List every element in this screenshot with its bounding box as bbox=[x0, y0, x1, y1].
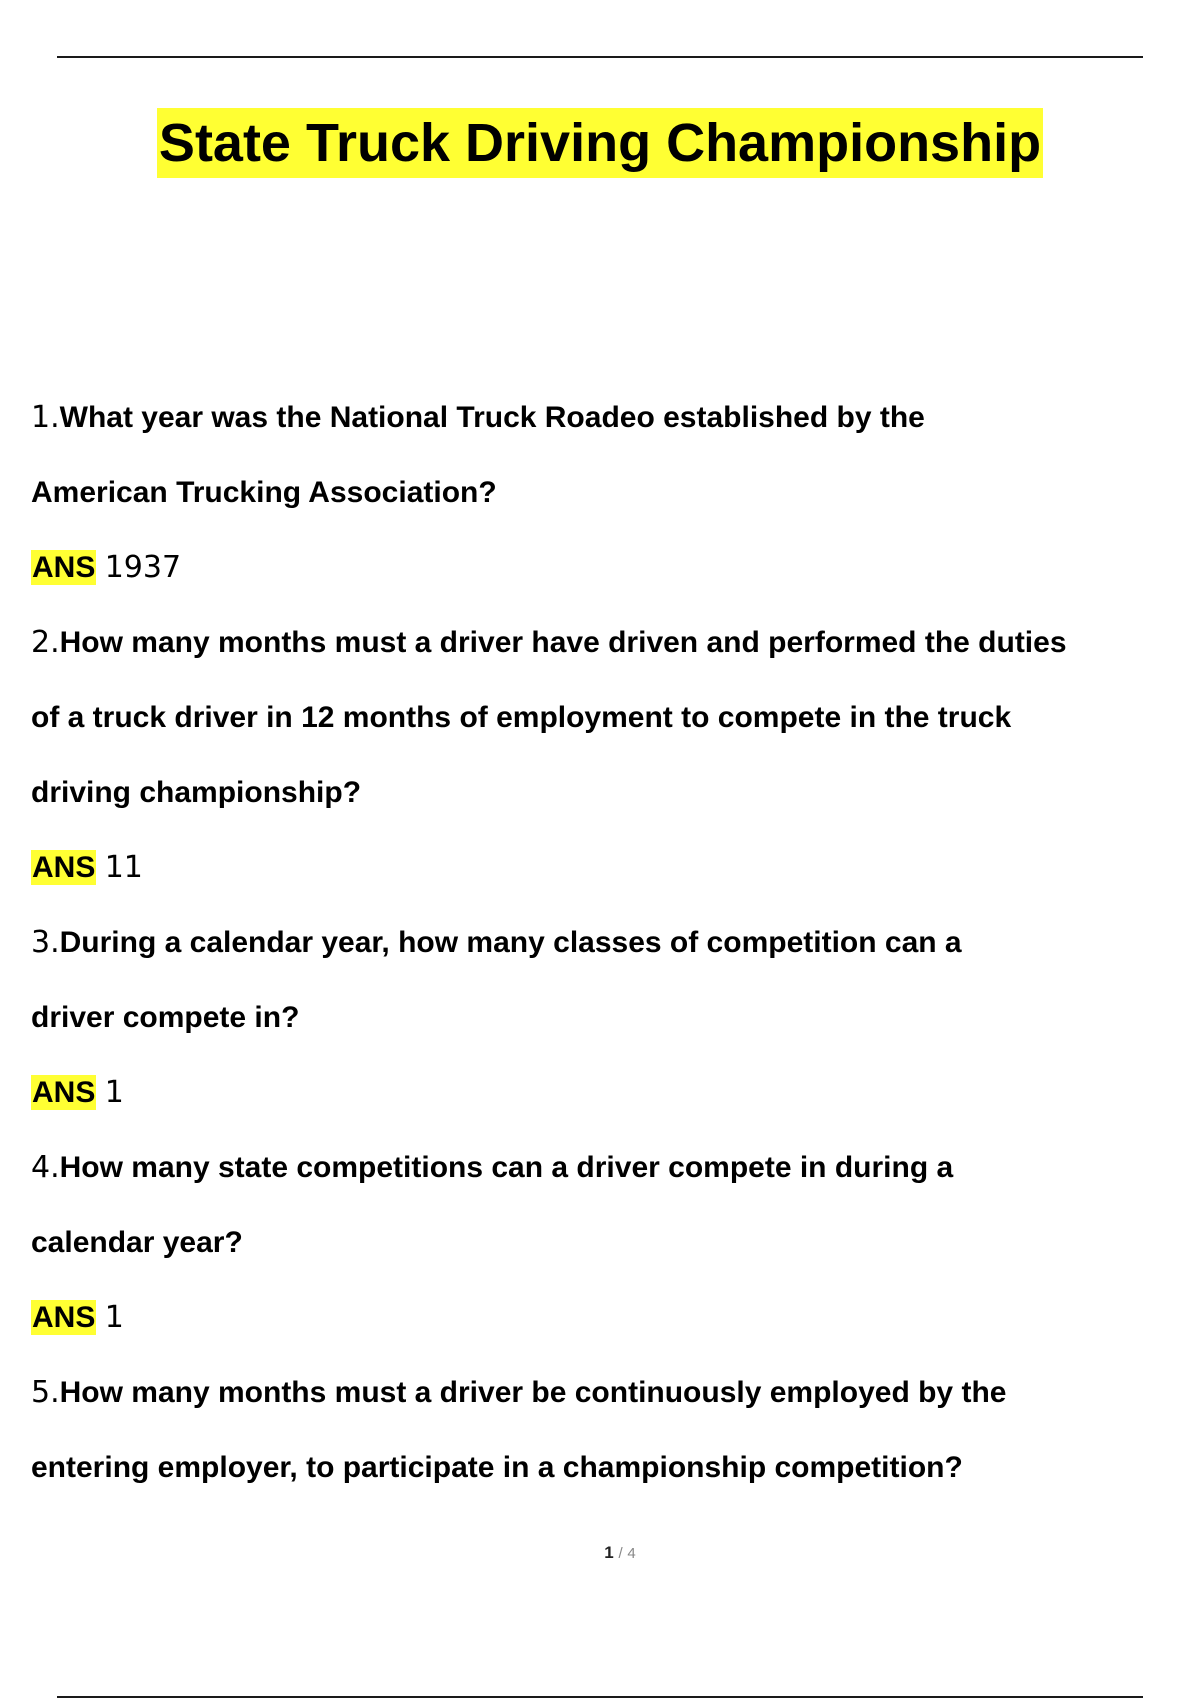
page-indicator bbox=[0, 1543, 1200, 1563]
answer-value: 1 bbox=[104, 1075, 124, 1110]
title-container bbox=[0, 108, 1200, 178]
page-separator: / bbox=[618, 1545, 623, 1562]
question-line bbox=[31, 380, 1171, 455]
answer-label: ANS bbox=[32, 1076, 96, 1109]
question-line bbox=[31, 755, 1171, 830]
question-line bbox=[31, 980, 1171, 1055]
question-line bbox=[31, 605, 1171, 680]
question-number: 3. bbox=[31, 925, 60, 960]
question-item bbox=[31, 1355, 1171, 1505]
question-text: American Trucking Association? bbox=[31, 476, 497, 509]
question-number: 2. bbox=[31, 625, 60, 660]
question-line bbox=[31, 905, 1171, 980]
page-current: 1 bbox=[604, 1543, 614, 1562]
question-text: How many months must a driver be continuously employed by the bbox=[59, 1376, 1007, 1409]
question-line bbox=[31, 1205, 1171, 1280]
answer-line bbox=[31, 1055, 1171, 1130]
question-line bbox=[31, 1130, 1171, 1205]
answer-line bbox=[31, 1280, 1171, 1355]
bottom-rule bbox=[57, 1696, 1143, 1698]
question-text: of a truck driver in 12 months of employment to compete in the truck bbox=[31, 701, 1012, 734]
question-number: 4. bbox=[31, 1150, 60, 1185]
top-rule bbox=[57, 56, 1143, 58]
question-text: How many months must a driver have driven and performed the duties bbox=[59, 626, 1067, 659]
question-text: During a calendar year, how many classes of competition can a bbox=[59, 926, 962, 959]
answer-value: 1 bbox=[104, 1300, 124, 1335]
page-total: 4 bbox=[627, 1545, 636, 1562]
document-title: State Truck Driving Championship bbox=[157, 108, 1043, 178]
question-line bbox=[31, 1355, 1171, 1430]
question-line bbox=[31, 455, 1171, 530]
question-item bbox=[31, 380, 1171, 605]
question-item bbox=[31, 605, 1171, 905]
question-line bbox=[31, 1430, 1171, 1505]
question-number: 1. bbox=[31, 400, 60, 435]
question-text: What year was the National Truck Roadeo established by the bbox=[59, 401, 925, 434]
question-item bbox=[31, 1130, 1171, 1355]
question-line bbox=[31, 680, 1171, 755]
question-text: calendar year? bbox=[31, 1226, 243, 1259]
question-list bbox=[31, 380, 1171, 1505]
answer-line bbox=[31, 530, 1171, 605]
answer-value: 11 bbox=[104, 850, 143, 885]
question-text: entering employer, to participate in a championship competition? bbox=[31, 1451, 963, 1484]
question-number: 5. bbox=[31, 1375, 60, 1410]
question-text: How many state competitions can a driver compete in during a bbox=[59, 1151, 954, 1184]
question-text: driver compete in? bbox=[31, 1001, 300, 1034]
answer-label: ANS bbox=[32, 551, 96, 584]
question-text: driving championship? bbox=[31, 776, 362, 809]
question-item bbox=[31, 905, 1171, 1130]
answer-value: 1937 bbox=[104, 550, 182, 585]
answer-line bbox=[31, 830, 1171, 905]
answer-label: ANS bbox=[32, 1301, 96, 1334]
answer-label: ANS bbox=[32, 851, 96, 884]
